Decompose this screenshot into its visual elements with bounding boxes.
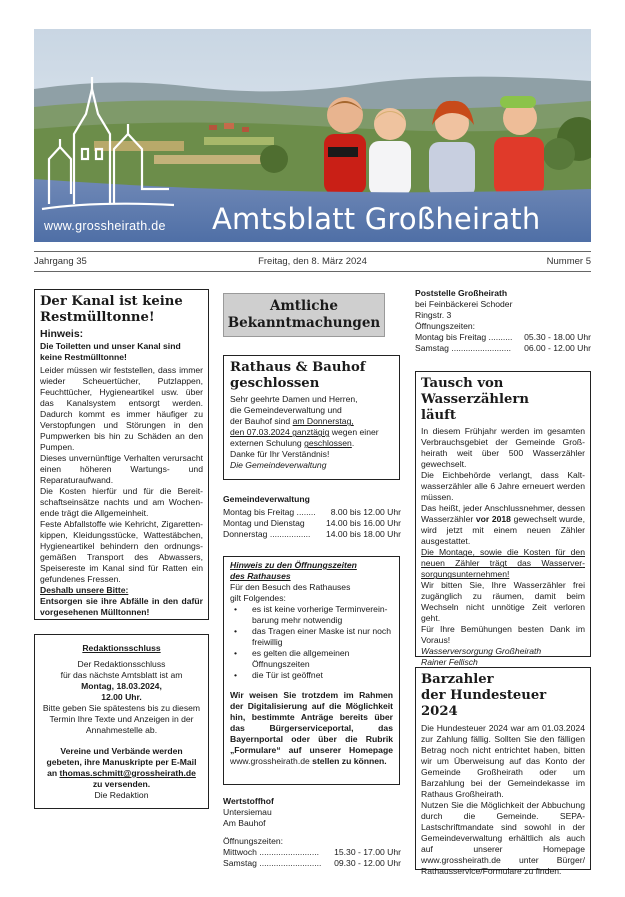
redaktion-box xyxy=(34,634,209,809)
rathaus-title-2: geschlossen xyxy=(230,376,320,392)
oeffnung-closing-b: stellen zu können. xyxy=(309,756,387,766)
wasser-p5: Wir bitten Sie, Ihre Wasserzähler frei zugänglich zu räumen, damit beim Wechseln nicht unnötige Zeit verloren geht. xyxy=(421,580,585,624)
poststelle-line-1: bei Feinbäckerei Schoder xyxy=(415,299,513,309)
redaktion-clubs-2: gebeten, ihre Manuskripte per E-Mail xyxy=(46,757,197,767)
wertstoffhof-title: Wertstoffhof xyxy=(223,796,274,806)
list-item: • die Tür ist geöffnet xyxy=(230,670,393,681)
redaktion-line-1: Der Redaktionsschluss xyxy=(77,659,166,669)
poststelle xyxy=(415,288,591,354)
redaktion-body: Bitte geben Sie spätestens bis zu diesem Termin Ihre Texte und Anzeigen in der Annahmestelle ab. xyxy=(42,703,201,735)
gv-row-hours: 8.00 bis 12.00 Uhr xyxy=(330,507,401,517)
redaktion-email-link[interactable]: thomas.schmitt@grossheirath.de xyxy=(59,768,196,778)
list-item: • das Tragen einer Maske ist nur noch freiwillig xyxy=(230,626,393,648)
oeffnung-intro-2: gilt Folgendes: xyxy=(230,593,286,603)
issue-number: Jahrgang 35 xyxy=(34,256,87,267)
rathaus-line-5c: . xyxy=(351,438,355,449)
rathaus-title-1: Rathaus & Bauhof xyxy=(230,360,366,375)
wsh-row-days: Samstag .......................... xyxy=(223,858,322,868)
amtliche-banner-line-2: Bekanntmachungen xyxy=(227,314,381,331)
gv-row xyxy=(223,507,401,518)
wsh-row-hours: 15.30 - 17.00 Uhr xyxy=(334,847,401,857)
kanal-article xyxy=(34,289,209,620)
amtliche-banner-line-1: Amtliche xyxy=(270,298,338,314)
ps-row xyxy=(415,332,591,343)
redaktion-line-2: für das nächste Amtsblatt ist am xyxy=(60,670,183,680)
wasser-sign-1: Wasserversorgung Großheirath xyxy=(421,646,542,657)
rathaus-line-6: Danke für Ihr Verständnis! xyxy=(230,449,330,460)
wasser-title-2: läuft xyxy=(421,408,456,424)
redaktion-sign: Die Redaktion xyxy=(94,790,149,800)
list-item: • es gelten die allgemeinen Öffnungszeiten xyxy=(230,648,393,670)
rathaus-line-2: die Gemeindeverwaltung und xyxy=(230,405,342,416)
wasser-p3-b: vor 2018 xyxy=(475,514,511,525)
kanal-hint-label: Hinweis: xyxy=(40,327,84,340)
oeffnung-title-2: des Rathauses xyxy=(230,571,291,581)
rathaus-line-3 xyxy=(230,416,393,427)
oeffnung-list xyxy=(230,604,393,681)
wsh-row-hours: 09.30 - 12.00 Uhr xyxy=(334,858,401,868)
header-banner xyxy=(34,29,591,242)
oeffnung-box xyxy=(223,556,400,785)
kanal-paragraph-1: Leider müssen wir feststellen, dass immer wieder Scheuertücher, Putzlappen, Feuchttücher, Hygieneartikel usw. über das Kanalsystem entsorgt werden. Dadurch kommt es immer häufiger zu Verstopfungen und Störungen in den Pumpwerken bis hin zu Schäden an den Pumpen. xyxy=(40,365,203,453)
redaktion-clubs-prefix: an xyxy=(47,768,58,778)
rathaus-box xyxy=(223,355,400,480)
issue-no: Nummer 5 xyxy=(546,256,591,267)
wsh-row-days: Mittwoch ......................... xyxy=(223,847,319,857)
rathaus-line-5 xyxy=(230,438,393,449)
wasser-sign-2: Rainer Fellisch xyxy=(421,657,478,668)
kanal-request-label: Deshalb unsere Bitte: xyxy=(40,585,129,596)
gv-row xyxy=(223,529,401,540)
wsh-row xyxy=(223,847,401,858)
wasser-p2: Die Eichbehörde verlangt, dass Kaltwasserzähler alle 6 Jahre erneuert werden müssen. xyxy=(421,470,585,503)
wsh-row xyxy=(223,858,401,869)
wasser-p1: In diesem Frühjahr werden im gesamten Verbrauchsgebiet der Gemeinde Großheirath weit über 500 Wasserzähler gewechselt. xyxy=(421,426,585,470)
redaktion-title: Redaktionsschluss xyxy=(82,643,161,653)
ps-row xyxy=(415,343,591,354)
amtliche-banner xyxy=(223,293,385,337)
poststelle-title: Poststelle Großheirath xyxy=(415,288,508,298)
ps-row-days: Montag bis Freitag .......... xyxy=(415,332,513,342)
gv-row-days: Montag bis Freitag ........ xyxy=(223,507,316,517)
header-website[interactable]: www.grossheirath.de xyxy=(44,219,166,233)
rathaus-line-4 xyxy=(230,427,393,438)
hundesteuer-title-1: Barzahler xyxy=(421,672,494,687)
rathaus-sign: Die Gemeindeverwaltung xyxy=(230,460,327,471)
gv-row-hours: 14.00 bis 18.00 Uhr xyxy=(325,529,401,539)
ps-row-days: Samstag ......................... xyxy=(415,343,511,353)
wertstoffhof-line-2: Am Bauhof xyxy=(223,818,266,828)
kanal-lead: Die Toiletten und unser Kanal sind keine Restmülltonne! xyxy=(40,341,181,363)
redaktion-clubs-1: Vereine und Verbände werden xyxy=(60,746,183,756)
gv-row-days: Montag und Dienstag xyxy=(223,518,305,528)
wasser-p3 xyxy=(421,503,585,547)
oeffnung-closing xyxy=(230,690,393,767)
kanal-title: Der Kanal ist keine Restmülltonne! xyxy=(40,294,183,325)
rathaus-line-1: Sehr geehrte Damen und Herren, xyxy=(230,394,358,405)
wertstoffhof-line-1: Untersiemau xyxy=(223,807,272,817)
wasser-title-1: Tausch von Wasserzählern xyxy=(421,376,529,408)
gv-row-days: Donnerstag ................. xyxy=(223,529,311,539)
wasser-box xyxy=(415,371,591,668)
gv-row xyxy=(223,518,401,529)
kanal-paragraph-2: Dieses unvernünftige Verhalten verursacht einen höheren Wartungs- und Reparaturaufwand. xyxy=(40,453,203,486)
issue-date: Freitag, den 8. März 2024 xyxy=(258,256,367,267)
redaktion-date: Montag, 18.03.2024, xyxy=(81,681,162,691)
gemeindeverwaltung-title: Gemeindeverwaltung xyxy=(223,494,310,504)
oeffnung-intro-1: Für den Besuch des Rathauses xyxy=(230,582,351,592)
kanal-request: Entsorgen sie ihre Abfälle in den dafür vorgesehenen Mülltonnen! xyxy=(40,596,203,618)
redaktion-time: 12.00 Uhr. xyxy=(101,692,142,702)
rathaus-line-3a: der Bauhof sind xyxy=(230,416,293,427)
ps-row-hours: 06.00 - 12.00 Uhr xyxy=(524,343,591,353)
wasser-p3-a: Das heißt, jeder Anschlussnehmer, dessen Wasserzähler xyxy=(421,503,585,525)
hundesteuer-box xyxy=(415,667,591,877)
wasser-p6: Für Ihre Bemühungen besten Dank im Voraus! xyxy=(421,624,585,646)
rathaus-line-4a: den 07.03.2024 ganztägig xyxy=(230,427,330,438)
oeffnung-closing-a: Wir weisen Sie trotzdem im Rahmen der Digitalisierung auf die Möglichkeit hin, bestimmte Anträge bereits über das Bürgerserviceportal, das Bayernportal oder über die Rubrik „Formulare“ auf unserer Homepage xyxy=(230,690,393,755)
poststelle-hours-label: Öffnungszeiten: xyxy=(415,321,476,331)
redaktion-clubs-3 xyxy=(39,768,204,779)
kanal-paragraph-3: Die Kosten hierfür und für die Bereitschaftseinsätze nachts und am Wochenende trägt die Allgemeinheit. xyxy=(40,486,203,519)
wertstoffhof-hours-label: Öffnungszeiten: xyxy=(223,836,284,846)
rathaus-line-5a: externen Schulung xyxy=(230,438,305,449)
gemeindeverwaltung-hours xyxy=(223,494,401,540)
rathaus-line-4b: wegen einer xyxy=(329,427,379,438)
redaktion-clubs-4: zu versenden. xyxy=(92,779,151,789)
issue-line-top xyxy=(34,251,591,252)
header-title: Amtsblatt Großheirath xyxy=(212,202,541,236)
list-item: • es ist keine vorherige Terminvereinbarung mehr notwendig xyxy=(230,604,393,626)
oeffnung-homepage-link[interactable]: www.grossheirath.de xyxy=(230,756,310,766)
wertstoffhof xyxy=(223,796,401,869)
ps-row-hours: 05.30 - 18.00 Uhr xyxy=(524,332,591,342)
wasser-p4: Die Montage, sowie die Kosten für den neuen Zähler trägt das Wasserversorgungsunternehmen! xyxy=(421,547,585,580)
hundesteuer-p2: Nutzen Sie die Möglichkeit der Abbuchung durch die Gemeinde. SEPA-Lastschriftmandate sind sowohl in der Gemeindeverwaltung erhältlich als auch auf unserer Homepage www.grossheirath.de unter Bürger/ Rathausservice/Formulare zu finden. xyxy=(421,800,585,877)
kanal-paragraph-4: Feste Abfallstoffe wie Kehricht, Zigarettenkippen, Kleidungsstücke, Wattestäbchen, Hygieneartikel behindern den ordnungsgemäßen Transport des Abwassers, Speisereste im Kanal sind für Ratten ein gefundenes Fressen. xyxy=(40,519,203,585)
gv-row-hours: 14.00 bis 16.00 Uhr xyxy=(325,518,401,528)
rathaus-line-3b: am Donnerstag, xyxy=(292,416,354,427)
oeffnung-title-1: Hinweis zu den Öffnungszeiten xyxy=(230,560,357,570)
poststelle-line-2: Ringstr. 3 xyxy=(415,310,452,320)
hundesteuer-p1: Die Hundesteuer 2024 war am 01.03.2024 zur Zahlung fällig. Sollten Sie den fälligen Betrag noch nicht entrichtet haben, bitten wir um Überweisung auf das Konto der Gemeinde Großheirath oder um Barzahlung bei der Gemeindekasse im Rathaus Großheirath. xyxy=(421,723,585,800)
hundesteuer-title-2: der Hundesteuer 2024 xyxy=(421,688,547,720)
issue-line-bottom xyxy=(34,271,591,272)
rathaus-line-5b: geschlossen xyxy=(304,438,352,449)
wasser-p3-c: gewechselt wurde, wird jetzt mit einem neuen Zähler ausgestattet. xyxy=(421,514,585,547)
